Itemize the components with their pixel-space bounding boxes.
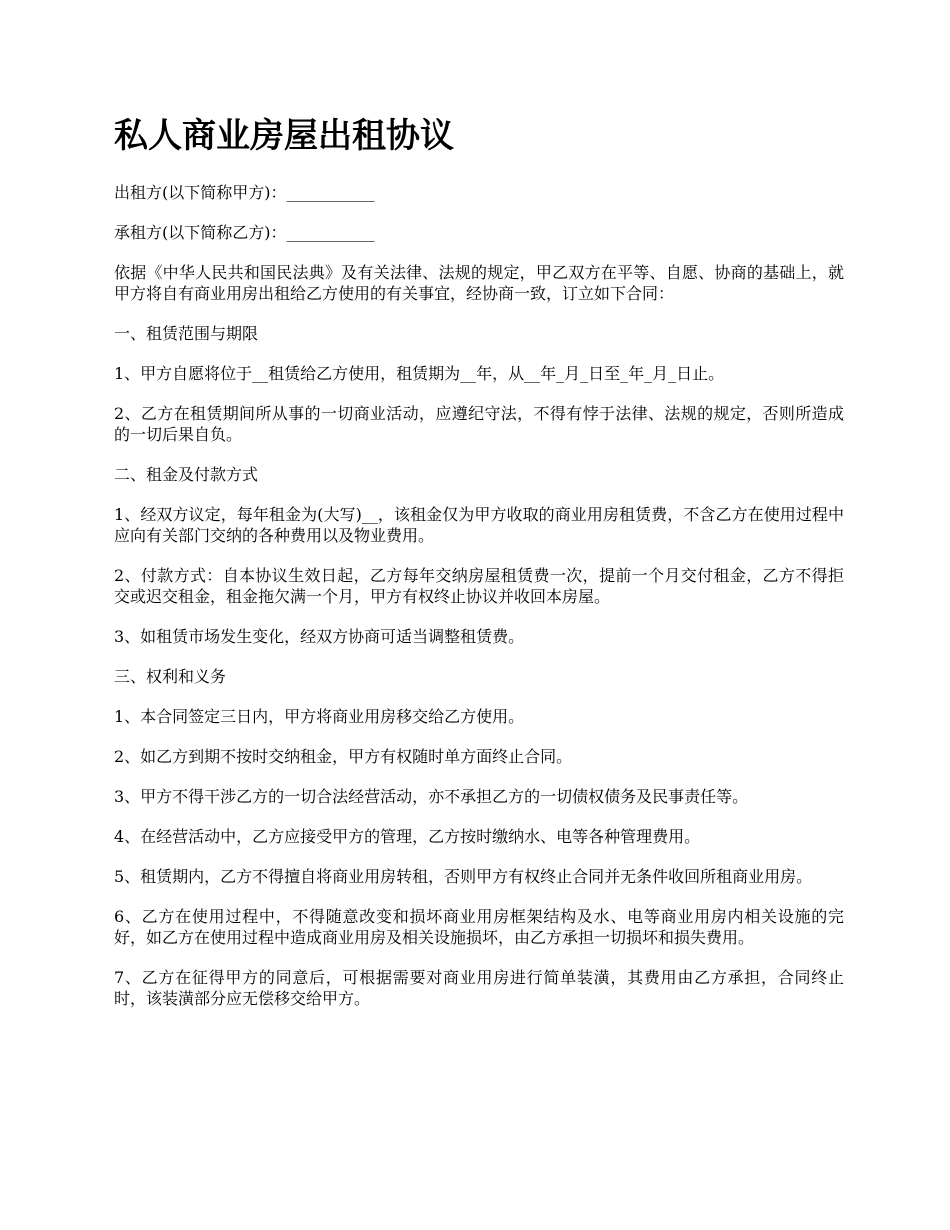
clause-3-2: 2、如乙方到期不按时交纳租金，甲方有权随时单方面终止合同。 bbox=[114, 747, 573, 766]
clause-3-4: 4、在经营活动中，乙方应接受甲方的管理，乙方按时缴纳水、电等各种管理费用。 bbox=[114, 827, 701, 846]
clause-3-1: 1、本合同签定三日内，甲方将商业用房移交给乙方使用。 bbox=[114, 707, 525, 726]
clause-1-1: 1、甲方自愿将位于__租赁给乙方使用，租赁期为__年，从__年_月_日至_年_月_日止。 bbox=[114, 364, 725, 383]
section-heading-lease-scope: 一、租赁范围与期限 bbox=[114, 324, 259, 343]
lessee-line: 承租方(以下简称乙方)：___________ bbox=[114, 223, 375, 242]
document-title: 私人商业房屋出租协议 bbox=[114, 116, 454, 156]
clause-2-1: 1、经双方议定，每年租金为(大写)__，该租金仅为甲方收取的商业用房租赁费，不含乙方在使用过程中应向有关部门交纳的各种费用以及物业费用。 bbox=[114, 505, 844, 545]
clause-3-3: 3、甲方不得干涉乙方的一切合法经营活动，亦不承担乙方的一切债权债务及民事责任等。 bbox=[114, 787, 749, 806]
document-page bbox=[114, 112, 844, 1028]
clause-1-2: 2、乙方在租赁期间所从事的一切商业活动，应遵纪守法，不得有悖于法律、法规的规定，否则所造成的一切后果自负。 bbox=[114, 404, 844, 444]
section-heading-rent-payment: 二、租金及付款方式 bbox=[114, 465, 259, 484]
clause-3-6: 6、乙方在使用过程中，不得随意改变和损坏商业用房框架结构及水、电等商业用房内相关设施的完好，如乙方在使用过程中造成商业用房及相关设施损坏，由乙方承担一切损坏和损失费用。 bbox=[114, 907, 844, 947]
clause-3-5: 5、租赁期内，乙方不得擅自将商业用房转租，否则甲方有权终止合同并无条件收回所租商业用房。 bbox=[114, 867, 813, 886]
section-heading-rights-obligations: 三、权利和义务 bbox=[114, 667, 227, 686]
clause-2-3: 3、如租赁市场发生变化，经双方协商可适当调整租赁费。 bbox=[114, 627, 525, 646]
clause-3-7: 7、乙方在征得甲方的同意后，可根据需要对商业用房进行简单装潢，其费用由乙方承担，合同终止时，该装潢部分应无偿移交给甲方。 bbox=[114, 968, 844, 1008]
preamble-paragraph: 依据《中华人民共和国民法典》及有关法律、法规的规定，甲乙双方在平等、自愿、协商的基础上，就甲方将自有商业用房出租给乙方使用的有关事宜，经协商一致，订立如下合同： bbox=[114, 263, 844, 303]
lessor-line: 出租方(以下简称甲方)：___________ bbox=[114, 183, 375, 202]
clause-2-2: 2、付款方式：自本协议生效日起，乙方每年交纳房屋租赁费一次，提前一个月交付租金，乙方不得拒交或迟交租金，租金拖欠满一个月，甲方有权终止协议并收回本房屋。 bbox=[114, 566, 844, 606]
